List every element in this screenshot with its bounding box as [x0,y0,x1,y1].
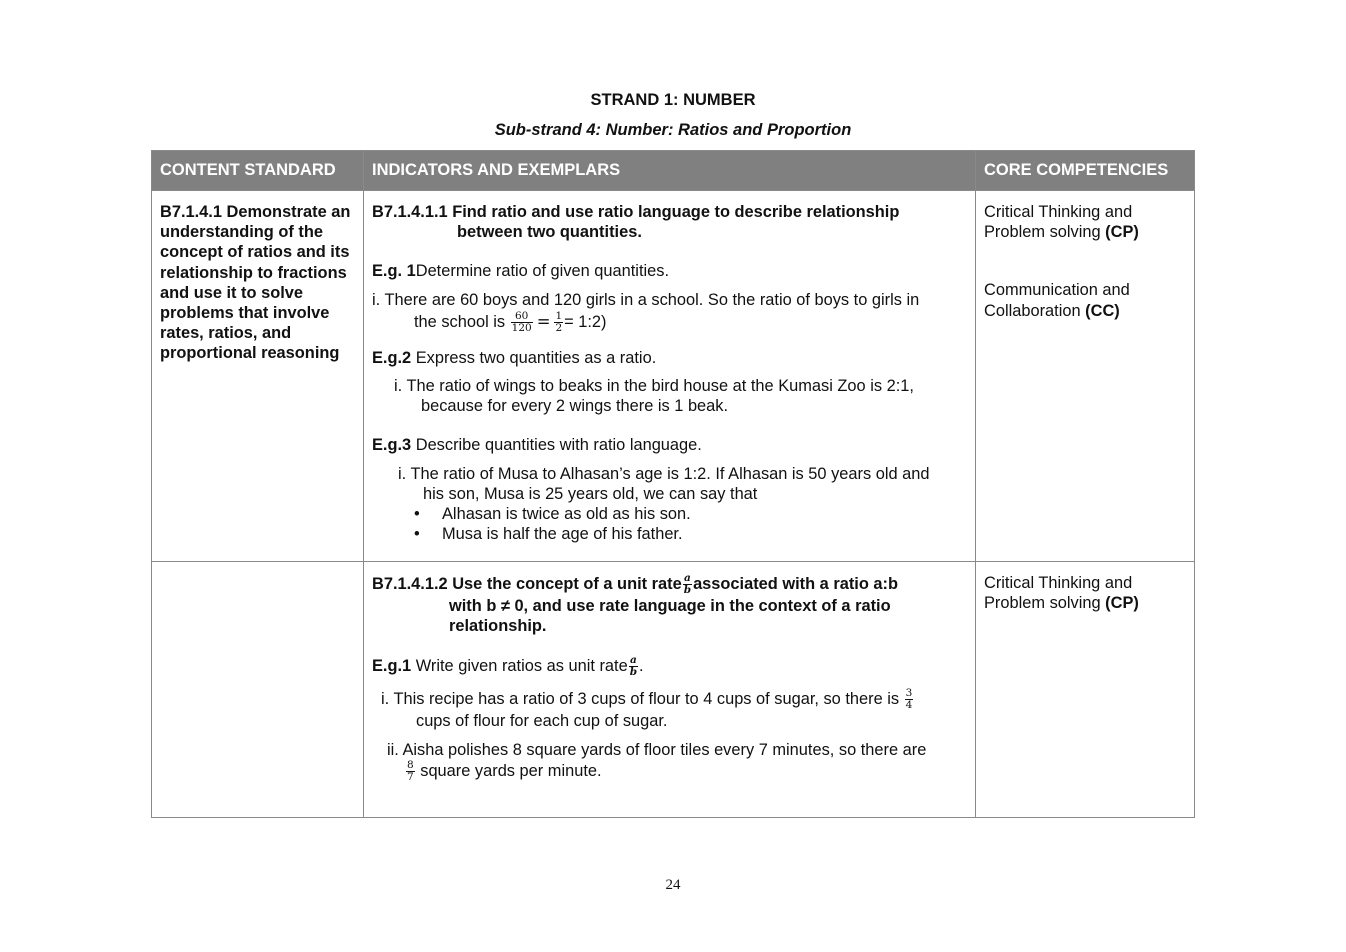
curriculum-table [151,150,1195,818]
competencies-cell [976,191,1195,562]
exemplar-text: Determine ratio of given quantities. [415,262,670,281]
substrand-title: Sub-strand 4: Number: Ratios and Proportion [494,121,852,139]
content-standard-cell [152,191,364,562]
exemplar-item-2 [372,740,967,783]
item-line: cups of flour for each cup of sugar. [416,712,668,731]
fraction-1-2: $\frac{1}{2}$ [555,309,563,334]
content-standard-text: B7.1.4.1 Demonstrate an understanding of the concept of ratios and its relationship to fractions and use it to solve problems that involve rates, ratios, and proportional reasoning [160,203,351,363]
item-line: i. The ratio of Musa to Alhasan’s age is 1:2. If Alhasan is 50 years old and [398,464,930,483]
indicator-text: Find ratio and use ratio language to describe relationship [452,203,900,221]
strand-title: STRAND 1: NUMBER [590,91,756,109]
fraction-60-120: $\frac{60}{120}$ [511,309,532,334]
header-core-competencies: CORE COMPETENCIES [976,151,1195,191]
exemplar-text: Write given ratios as unit rate [415,657,628,676]
item-line: ii. Aisha polishes 8 square yards of floor tiles every 7 minutes, so there are [387,740,927,759]
indicators-cell [364,562,976,818]
header-content-standard: CONTENT STANDARD [152,151,364,191]
indicator-text: Use the concept of a unit rate [452,574,682,593]
content-standard-cell [152,562,364,818]
exemplar-2-item [372,376,967,416]
exemplar-label: E.g.2 [372,348,412,367]
indicator-code: B7.1.4.1.1 [372,203,448,221]
exemplar-text: Express two quantities as a ratio. [415,348,657,367]
table-row [152,562,1195,818]
table-row [152,191,1195,562]
item-line: because for every 2 wings there is 1 beak. [421,397,729,416]
table-header-row [152,151,1195,191]
fraction-a-b: $\frac{a}{b}$ [683,572,692,596]
item-line: his son, Musa is 25 years old, we can say that [423,484,758,503]
page-number: 24 [665,877,681,893]
exemplar-1: E.g.1 Write given ratios as unit rate $\frac{a}{b}$ . [372,654,644,679]
exemplar-1-item [372,290,967,334]
fraction-8-7: $\frac{8}{7}$ [407,758,414,783]
item-line: the school is [414,312,506,331]
header-indicators-exemplars: INDICATORS AND EXEMPLARS [364,151,976,191]
list-item: • Alhasan is twice as old as his son. [414,504,967,524]
indicator-text-cont: relationship. [449,617,547,636]
exemplar-1 [372,261,967,281]
indicator-heading [372,202,967,242]
exemplar-item-1 [372,688,967,731]
fraction-3-4: $\frac{3}{4}$ [905,687,913,712]
indicator-text: associated with a ratio a:b [693,574,899,593]
indicator-text-cont: with b ≠ 0, and use rate language in the context of a ratio [449,597,891,615]
item-line: i. The ratio of wings to beaks in the bird house at the Kumasi Zoo is 2:1, [394,377,914,396]
competency-cc: Communication and Collaboration (CC) [984,281,1130,320]
exemplar-2 [372,348,967,368]
item-line: i. There are 60 boys and 120 girls in a school. So the ratio of boys to girls in [372,290,920,309]
competencies-cell [976,562,1195,818]
exemplar-3 [372,435,967,455]
exemplar-label: E.g.1 [372,657,412,676]
competency-cp: Critical Thinking and Problem solving (CP) [984,203,1139,242]
item-line: i. This recipe has a ratio of 3 cups of flour to 4 cups of sugar, so there is [381,690,900,709]
indicator-text-cont: between two quantities. [457,223,642,242]
exemplar-3-bullets [372,504,967,544]
exemplar-text: Describe quantities with ratio language. [415,436,702,455]
list-item: • Musa is half the age of his father. [414,524,967,544]
item-line: = 1:2) [564,312,607,331]
exemplar-label: E.g. 1 [372,262,416,281]
competency-cp: Critical Thinking and Problem solving (CP) [984,574,1139,613]
fraction-a-b: $\frac{a}{b}$ [629,654,638,679]
exemplar-3-item [372,464,967,504]
exemplar-label: E.g.3 [372,436,412,455]
indicator-heading [372,573,967,636]
equals-sign: = [536,311,551,331]
indicators-cell [364,191,976,562]
indicator-code: B7.1.4.1.2 [372,574,448,593]
item-line: square yards per minute. [420,761,602,780]
